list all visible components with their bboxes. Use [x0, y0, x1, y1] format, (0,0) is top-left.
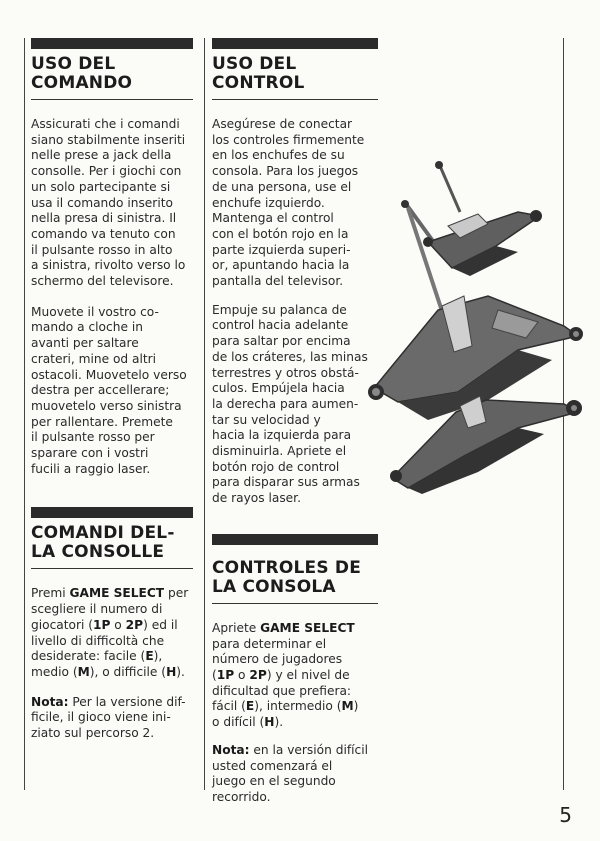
section-heading-uso-del-comando: USO DEL COMANDO: [31, 54, 133, 93]
moon-patrol-ships-illustration: [368, 160, 583, 495]
section-bar: [212, 534, 378, 545]
page-number: 5: [559, 803, 572, 827]
paragraph-controller-connection: Assicurati che i comandi siano stabilmente inseriti nelle prese a jack della consolle. Per i giochi con un solo partecipante si usa il comando inserito nella presa di sinistra. Il comando va tenuto con il pulsante rosso in alto a sinistra, rivolto verso lo schermo del televisore.: [31, 117, 186, 289]
left-column: [31, 38, 193, 742]
section-bar: [31, 507, 193, 518]
section-bar: [212, 38, 378, 49]
paragraph-nota: Nota: Per la versione dif- ficile, il gioco viene ini- ziato sul percorso 2.: [31, 694, 186, 741]
heading-rule: [31, 568, 193, 569]
middle-column: [212, 38, 378, 806]
paragraph-nota-es: Nota: en la versión difícil usted comenzará el juego en el segundo recorrido.: [212, 742, 368, 804]
column-divider-middle: [204, 38, 205, 790]
column-divider-left: [24, 38, 25, 790]
paragraph-game-select-es: Apriete GAME SELECT para determinar el número de jugadores (1P o 2P) y el nivel de dificultad que prefiera: fácil (E), intermedio (M) o difícil (H).: [212, 620, 359, 730]
heading-rule: [212, 603, 378, 604]
section-heading-uso-del-control: USO DEL CONTROL: [212, 54, 305, 93]
heading-rule: [212, 99, 378, 100]
paragraph-joystick-movement: Muovete il vostro co- mando a cloche in avanti per saltare crateri, mine od altri ostacoli. Muovetelo verso destra per accellerare; muovetelo verso sinistra per rallentare. Premete il pulsante rosso per sparare con i vostri fucili a raggio laser.: [31, 304, 187, 476]
section-heading-comandi-della-consolle: COMANDI DEL- LA CONSOLLE: [31, 523, 175, 563]
ship-top-icon: [401, 161, 542, 276]
paragraph-palanca-control: Empuje su palanca de control hacia adelante para saltar por encima de los cráteres, las minas terrestres y otros obstá- culos. Empújela hacia la derecha para aumen- tar su velocidad y hacia la izquierda para disminuirla. Apriete el botón rojo de control para disparar sus armas de rayos laser.: [212, 302, 368, 506]
paragraph-conectar-controles: Asegúrese de conectar los controles firmemente en los enchufes de su consola. Para los juegos de una persona, use el enchufe izquierdo. Mantenga el control con el botón rojo en la parte izquierda superi- or, apuntando hacia la pantalla del televisor.: [212, 117, 365, 289]
heading-rule: [31, 99, 193, 100]
paragraph-game-select: Premi GAME SELECT per scegliere il numero di giocatori (1P o 2P) ed il livello di difficoltà che desiderate: facile (E), medio (M), o difficile (H).: [31, 586, 189, 679]
section-bar: [31, 38, 193, 49]
section-heading-controles-de-la-consola: CONTROLES DE LA CONSOLA: [212, 557, 362, 597]
